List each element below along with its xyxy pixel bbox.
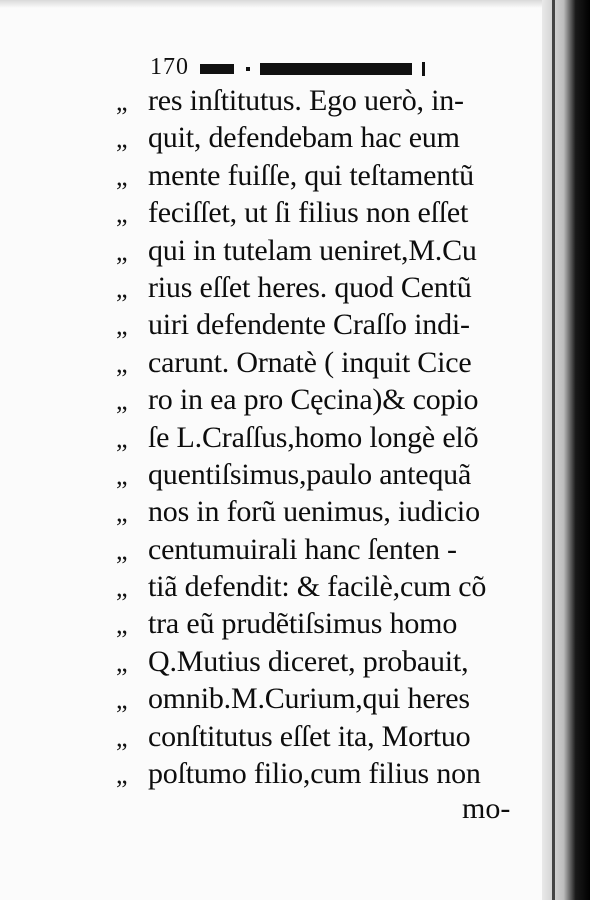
quote-mark: „ (116, 423, 128, 453)
quote-mark: „ (116, 610, 128, 640)
page-header (150, 54, 470, 84)
quote-mark: „ (116, 647, 128, 677)
line-text: tiã defendit: & facilè,cum cõ (148, 570, 487, 604)
line-text: omnib.M.Curium,qui heres (148, 682, 470, 716)
line-text: Q.Mutius diceret, probauit, (148, 644, 469, 678)
text-line (116, 308, 536, 345)
line-text: quit, defendebam hac eum (148, 121, 460, 155)
line-text: poſtumo filio,cum filius non (148, 757, 481, 791)
text-line (116, 495, 536, 532)
text-line (116, 121, 536, 158)
line-text: rius eſſet heres. quod Centũ (148, 270, 472, 304)
text-line (116, 346, 536, 383)
quote-mark: „ (116, 498, 128, 528)
text-line (116, 533, 536, 570)
text-line (116, 645, 536, 682)
line-text: centumuirali hanc ſenten - (148, 532, 457, 566)
text-line (116, 383, 536, 420)
line-text: uiri defendente Craſſo indi- (148, 308, 470, 342)
quote-mark: „ (116, 311, 128, 341)
line-text: mente fuiſſe, qui teſtamentũ (148, 158, 474, 192)
running-head-block (200, 64, 234, 74)
quote-mark: „ (116, 573, 128, 603)
text-line (116, 682, 536, 719)
quote-mark: „ (116, 535, 128, 565)
line-text: carunt. Ornatè ( inquit Cice (148, 345, 472, 379)
text-line (116, 159, 536, 196)
running-head-bar (422, 62, 425, 76)
quote-mark: „ (116, 124, 128, 154)
quote-mark: „ (116, 199, 128, 229)
text-block (116, 84, 536, 794)
line-text: feciſſet, ut ſi filius non eſſet (148, 196, 469, 230)
text-line (116, 757, 536, 794)
running-head-block (260, 63, 412, 75)
quote-mark: „ (116, 722, 128, 752)
line-text: conſtitutus eſſet ita, Mortuo (148, 719, 471, 753)
text-line (116, 84, 536, 121)
text-line (116, 458, 536, 495)
line-text: nos in forũ uenimus, iudicio (148, 495, 480, 529)
line-text: quentiſsimus,paulo antequã (148, 457, 472, 491)
text-line (116, 421, 536, 458)
page-top-shadow (0, 0, 590, 8)
line-text: qui in tutelam ueniret,M.Cu (148, 233, 477, 267)
text-line (116, 196, 536, 233)
quote-mark: „ (116, 87, 128, 116)
line-text: tra eũ prudẽtiſsimus homo (148, 607, 458, 641)
text-line (116, 234, 536, 271)
catchword: mo- (462, 792, 511, 825)
quote-mark: „ (116, 760, 128, 790)
quote-mark: „ (116, 460, 128, 490)
line-text: ro in ea pro Cęcina)& copio (148, 383, 479, 417)
quote-mark: „ (116, 273, 128, 303)
page-number: 170 (150, 54, 189, 80)
book-gutter-edge (542, 0, 590, 900)
running-head-dot (246, 67, 250, 71)
quote-mark: „ (116, 161, 128, 191)
text-line (116, 271, 536, 308)
line-text: res inſtitutus. Ego uerò, in- (148, 84, 464, 117)
quote-mark: „ (116, 386, 128, 416)
text-line (116, 720, 536, 757)
text-line (116, 570, 536, 607)
line-text: ſe L.Craſſus,homo longè elõ (148, 420, 479, 454)
gutter-line (552, 0, 555, 900)
quote-mark: „ (116, 236, 128, 266)
quote-mark: „ (116, 685, 128, 715)
text-line (116, 607, 536, 644)
running-head-obscured (200, 62, 448, 76)
quote-mark: „ (116, 348, 128, 378)
